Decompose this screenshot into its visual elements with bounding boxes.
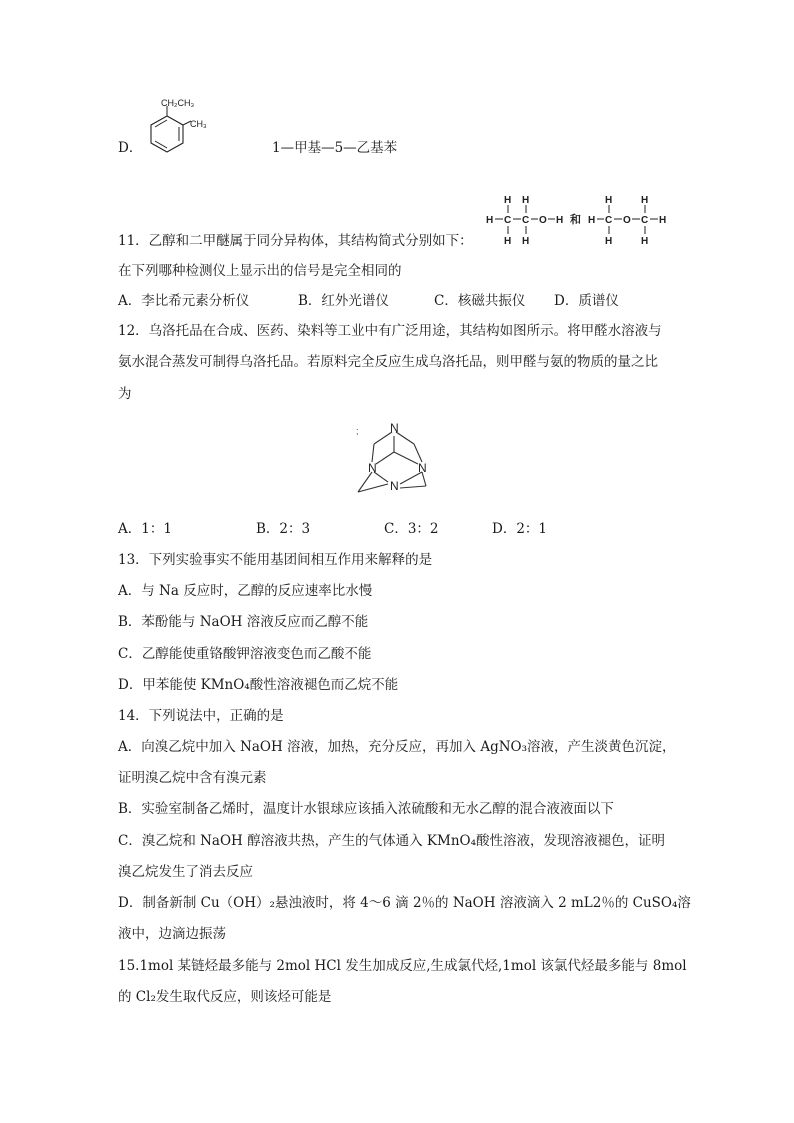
q15-line1: 15.1mol 某链烃最多能与 2mol HCl 发生加成反应,生成氯代烃,1mol 该氯代烃最多能与 8mol (118, 958, 687, 974)
q13-stem: 13．下列实验事实不能用基团间相互作用来解释的是 (118, 552, 433, 568)
q14-option-d-line1: D．制备新制 Cu（OH）₂悬浊液时，将 4～6 滴 2％的 NaOH 溶液滴入 2 mL2％的 CuSO₄溶 (118, 895, 691, 911)
svg-text:H: H (641, 195, 649, 206)
atom-n-bottom: N (390, 479, 399, 493)
q12-option-d: D．2：1 (492, 521, 548, 537)
svg-text:C: C (522, 215, 530, 226)
q10-option-d-letter: D． (118, 140, 143, 156)
svg-text:C: C (641, 215, 649, 226)
svg-text:H: H (659, 215, 667, 226)
atom-n-left: N (368, 461, 377, 475)
formula-and-label: 和 (570, 214, 581, 226)
q10-option-d-name: 1—甲基—5—乙基苯 (272, 140, 398, 156)
q13-option-b: B．苯酚能与 NaOH 溶液反应而乙醇不能 (118, 614, 369, 630)
svg-text:H: H (522, 195, 530, 206)
q11-stem: 11．乙醇和二甲醚属于同分异构体，其结构简式分别如下： (118, 233, 473, 249)
svg-text:H: H (486, 215, 494, 226)
q14-option-a-line2: 证明溴乙烷中含有溴元素 (118, 770, 267, 786)
atom-n-top: N (390, 421, 399, 435)
urotropin-structure (350, 416, 442, 498)
ethyl-label: CH₂CH₃ (161, 98, 195, 108)
q14-option-c-line2: 溴乙烷发生了消去反应 (118, 864, 253, 880)
q14-option-b: B．实验室制备乙烯时，温度计水银球应该插入浓硫酸和无水乙醇的混合液液面以下 (118, 801, 614, 817)
svg-text:H: H (504, 236, 512, 247)
q12-line2: 氨水混合蒸发可制得乌洛托品。若原料完全反应生成乌洛托品，则甲醛与氨的物质的量之比 (118, 354, 658, 370)
q12-line3: 为 (118, 386, 132, 402)
q13-option-a: A．与 Na 反应时，乙醇的反应速率比水慢 (118, 583, 373, 599)
svg-text:O: O (623, 215, 631, 226)
q11-option-d: D．质谱仪 (554, 293, 619, 309)
q12-option-a: A．1：1 (118, 521, 172, 537)
methyl-label: CH₃ (190, 119, 207, 129)
q15-line2: 的 Cl₂发生取代反应，则该烃可能是 (118, 989, 332, 1005)
svg-text:O: O (539, 215, 547, 226)
svg-text:C: C (504, 215, 512, 226)
q14-option-a-line1: A．向溴乙烷中加入 NaOH 溶液，加热，充分反应，再加入 AgNO₃溶液，产生淡黄色沉淀， (118, 739, 676, 755)
q11-stem-line2: 在下列哪种检测仪上显示出的信号是完全相同的 (118, 263, 402, 279)
ethanol-dimethylether-formulas (482, 192, 678, 248)
svg-text:H: H (556, 215, 564, 226)
svg-text:;: ; (356, 426, 359, 436)
q14-option-d-line2: 液中，边滴边振荡 (118, 926, 226, 942)
svg-text:H: H (588, 215, 596, 226)
q11-option-b: B．红外光谱仪 (298, 293, 389, 309)
q13-option-d: D．甲苯能使 KMnO₄酸性溶液褪色而乙烷不能 (118, 677, 399, 693)
q12-line1: 12．乌洛托品在合成、医药、染料等工业中有广泛用途，其结构如图所示。将甲醛水溶液与 (118, 323, 662, 339)
q14-stem: 14．下列说法中，正确的是 (118, 708, 284, 724)
toluene-ethyl-structure (145, 92, 220, 162)
svg-text:H: H (504, 195, 512, 206)
svg-text:H: H (522, 236, 530, 247)
svg-text:H: H (605, 236, 613, 247)
q14-option-c-line1: C．溴乙烷和 NaOH 醇溶液共热，产生的气体通入 KMnO₄酸性溶液，发现溶液褪色，证明 (118, 833, 665, 849)
atom-n-right: N (418, 461, 427, 475)
q13-option-c: C．乙醇能使重铬酸钾溶液变色而乙酸不能 (118, 646, 372, 662)
svg-text:H: H (605, 195, 613, 206)
q12-option-b: B．2：3 (256, 521, 311, 537)
q12-option-c: C．3：2 (384, 521, 439, 537)
q11-option-a: A．李比希元素分析仪 (118, 293, 250, 309)
q11-option-c: C．核磁共振仪 (434, 293, 526, 309)
svg-text:H: H (641, 236, 649, 247)
svg-text:C: C (605, 215, 613, 226)
